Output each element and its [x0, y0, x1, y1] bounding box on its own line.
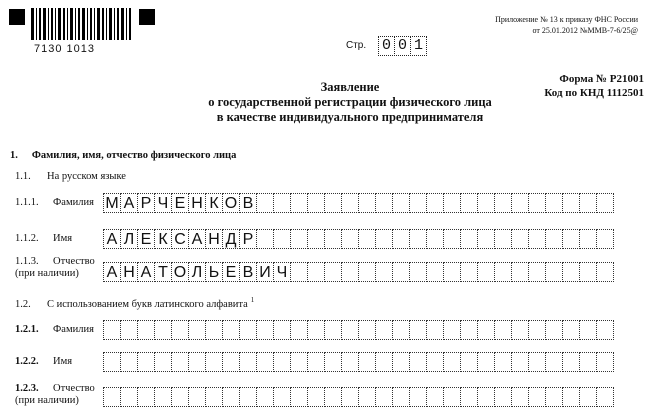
- letter-cell[interactable]: [409, 193, 427, 213]
- letter-cell[interactable]: [409, 387, 427, 407]
- letter-cell[interactable]: [137, 387, 155, 407]
- letter-cell[interactable]: [375, 352, 393, 372]
- barcode: [31, 8, 131, 40]
- letter-cell[interactable]: [579, 320, 597, 340]
- field-sublabel: (при наличии): [15, 395, 79, 406]
- letter-cell[interactable]: [358, 262, 376, 282]
- letter-cell[interactable]: [290, 387, 308, 407]
- letter-cell[interactable]: [256, 193, 274, 213]
- field-label: Имя: [53, 233, 73, 244]
- letter-cell[interactable]: [494, 262, 512, 282]
- letter-cell[interactable]: [494, 387, 512, 407]
- letter-cell[interactable]: [290, 229, 308, 249]
- letter-cell[interactable]: О: [222, 193, 240, 213]
- field-number: 1.2.2.: [15, 356, 39, 367]
- letter-cell[interactable]: Т: [154, 262, 172, 282]
- letter-cell[interactable]: [596, 352, 614, 372]
- letter-cell[interactable]: [477, 387, 495, 407]
- letter-cell[interactable]: Р: [137, 193, 155, 213]
- letter-cell[interactable]: [596, 262, 614, 282]
- letter-cell[interactable]: [443, 262, 461, 282]
- letter-cell[interactable]: [103, 352, 121, 372]
- letter-cell[interactable]: [239, 320, 257, 340]
- letter-cell[interactable]: [426, 262, 444, 282]
- letter-cell[interactable]: Н: [205, 229, 223, 249]
- letter-cell[interactable]: [528, 262, 546, 282]
- letter-cell[interactable]: [426, 229, 444, 249]
- page-number-digit[interactable]: 0: [394, 36, 411, 56]
- letter-cell[interactable]: А: [120, 193, 138, 213]
- letter-cell[interactable]: [426, 320, 444, 340]
- letter-cell[interactable]: [358, 320, 376, 340]
- letter-cell[interactable]: [528, 387, 546, 407]
- letter-cell[interactable]: [443, 352, 461, 372]
- patronymic-ru-label: [15, 256, 95, 280]
- letter-cell[interactable]: [222, 320, 240, 340]
- patronymic-lat-label: [15, 383, 95, 407]
- knd-code: Код по КНД 1112501: [544, 87, 644, 99]
- letter-cell[interactable]: [239, 352, 257, 372]
- name-lat-label: [15, 356, 72, 368]
- letter-cell[interactable]: [579, 387, 597, 407]
- letter-cell[interactable]: [409, 320, 427, 340]
- letter-cell[interactable]: [103, 387, 121, 407]
- letter-cell[interactable]: А: [137, 262, 155, 282]
- letter-cell[interactable]: [443, 320, 461, 340]
- letter-cell[interactable]: [341, 352, 359, 372]
- letter-cell[interactable]: [171, 320, 189, 340]
- letter-cell[interactable]: А: [103, 262, 121, 282]
- letter-cell[interactable]: [273, 193, 291, 213]
- letter-cell[interactable]: [392, 229, 410, 249]
- letter-cell[interactable]: [188, 352, 206, 372]
- section-1-heading: [10, 150, 236, 161]
- field-number: 1.1.3.: [15, 256, 39, 267]
- letter-cell[interactable]: [511, 193, 529, 213]
- letter-cell[interactable]: [290, 320, 308, 340]
- letter-cell[interactable]: [426, 387, 444, 407]
- letter-cell[interactable]: [154, 352, 172, 372]
- title-line-3: в качестве индивидуального предпринимателя: [216, 110, 484, 124]
- letter-cell[interactable]: [562, 352, 580, 372]
- letter-cell[interactable]: [477, 193, 495, 213]
- letter-cell[interactable]: Ч: [154, 193, 172, 213]
- letter-cell[interactable]: [562, 262, 580, 282]
- letter-cell[interactable]: [307, 262, 325, 282]
- letter-cell[interactable]: [477, 229, 495, 249]
- letter-cell[interactable]: А: [103, 229, 121, 249]
- registration-marker-left: [9, 9, 25, 25]
- letter-cell[interactable]: [579, 229, 597, 249]
- letter-cell[interactable]: [596, 193, 614, 213]
- name-ru-cells[interactable]: [103, 229, 613, 249]
- letter-cell[interactable]: В: [239, 193, 257, 213]
- letter-cell[interactable]: [562, 193, 580, 213]
- letter-cell[interactable]: [120, 387, 138, 407]
- letter-cell[interactable]: [596, 320, 614, 340]
- letter-cell[interactable]: [392, 352, 410, 372]
- page-number-cells[interactable]: [378, 36, 426, 56]
- letter-cell[interactable]: [341, 320, 359, 340]
- letter-cell[interactable]: [358, 229, 376, 249]
- letter-cell[interactable]: [460, 262, 478, 282]
- letter-cell[interactable]: Ч: [273, 262, 291, 282]
- order-note-line-1: Приложение № 13 к приказу ФНС России: [495, 15, 638, 24]
- letter-cell[interactable]: Н: [120, 262, 138, 282]
- letter-cell[interactable]: [460, 387, 478, 407]
- letter-cell[interactable]: [477, 262, 495, 282]
- letter-cell[interactable]: [545, 262, 563, 282]
- letter-cell[interactable]: О: [171, 262, 189, 282]
- form-number: Форма № Р21001: [559, 73, 644, 85]
- letter-cell[interactable]: [341, 262, 359, 282]
- letter-cell[interactable]: [426, 193, 444, 213]
- letter-cell[interactable]: [222, 352, 240, 372]
- page-number-label: Стр.: [346, 40, 367, 51]
- letter-cell[interactable]: [511, 387, 529, 407]
- letter-cell[interactable]: [341, 193, 359, 213]
- letter-cell[interactable]: Р: [239, 229, 257, 249]
- letter-cell[interactable]: [358, 193, 376, 213]
- letter-cell[interactable]: [579, 193, 597, 213]
- letter-cell[interactable]: [494, 229, 512, 249]
- field-number: 1.2.3.: [15, 383, 39, 394]
- patronymic-lat-cells[interactable]: [103, 387, 613, 407]
- letter-cell[interactable]: Н: [188, 193, 206, 213]
- letter-cell[interactable]: [205, 320, 223, 340]
- letter-cell[interactable]: [205, 387, 223, 407]
- letter-cell[interactable]: [477, 320, 495, 340]
- letter-cell[interactable]: [494, 320, 512, 340]
- letter-cell[interactable]: Л: [120, 229, 138, 249]
- surname-lat-label: [15, 324, 94, 336]
- letter-cell[interactable]: [307, 320, 325, 340]
- letter-cell[interactable]: [137, 352, 155, 372]
- field-sublabel: (при наличии): [15, 268, 79, 279]
- letter-cell[interactable]: Е: [222, 262, 240, 282]
- letter-cell[interactable]: [120, 352, 138, 372]
- letter-cell[interactable]: [307, 229, 325, 249]
- letter-cell[interactable]: [579, 262, 597, 282]
- letter-cell[interactable]: [324, 352, 342, 372]
- footnote-marker: 1: [250, 296, 255, 304]
- letter-cell[interactable]: [290, 193, 308, 213]
- letter-cell[interactable]: [188, 387, 206, 407]
- letter-cell[interactable]: [307, 352, 325, 372]
- letter-cell[interactable]: [324, 262, 342, 282]
- letter-cell[interactable]: [562, 229, 580, 249]
- letter-cell[interactable]: [375, 229, 393, 249]
- letter-cell[interactable]: [103, 320, 121, 340]
- field-label: Фамилия: [53, 197, 94, 208]
- letter-cell[interactable]: [511, 352, 529, 372]
- letter-cell[interactable]: [528, 352, 546, 372]
- letter-cell[interactable]: [324, 229, 342, 249]
- letter-cell[interactable]: [596, 229, 614, 249]
- letter-cell[interactable]: С: [171, 229, 189, 249]
- letter-cell[interactable]: Ь: [205, 262, 223, 282]
- surname-ru-label: [15, 197, 94, 209]
- letter-cell[interactable]: [409, 352, 427, 372]
- letter-cell[interactable]: [545, 229, 563, 249]
- letter-cell[interactable]: [460, 229, 478, 249]
- section-1-2-heading: [15, 296, 254, 310]
- letter-cell[interactable]: [120, 320, 138, 340]
- letter-cell[interactable]: [528, 320, 546, 340]
- page-number-digit[interactable]: 1: [410, 36, 427, 56]
- letter-cell[interactable]: [358, 387, 376, 407]
- field-label: Имя: [53, 356, 73, 367]
- letter-cell[interactable]: [341, 387, 359, 407]
- letter-cell[interactable]: М: [103, 193, 121, 213]
- form-code: [544, 72, 644, 100]
- section-1-1-number: 1.1.: [15, 171, 31, 182]
- letter-cell[interactable]: [375, 320, 393, 340]
- registration-marker-right: [139, 9, 155, 25]
- letter-cell[interactable]: К: [154, 229, 172, 249]
- letter-cell[interactable]: [188, 320, 206, 340]
- letter-cell[interactable]: В: [239, 262, 257, 282]
- letter-cell[interactable]: [579, 352, 597, 372]
- letter-cell[interactable]: [426, 352, 444, 372]
- section-1-1-label: На русском языке: [47, 171, 126, 182]
- letter-cell[interactable]: [477, 352, 495, 372]
- letter-cell[interactable]: [171, 352, 189, 372]
- letter-cell[interactable]: [443, 387, 461, 407]
- letter-cell[interactable]: [528, 229, 546, 249]
- letter-cell[interactable]: [324, 320, 342, 340]
- section-1-label: Фамилия, имя, отчество физического лица: [31, 150, 237, 161]
- letter-cell[interactable]: [511, 262, 529, 282]
- patronymic-ru-cells[interactable]: [103, 262, 613, 282]
- letter-cell[interactable]: Е: [137, 229, 155, 249]
- field-label: Фамилия: [53, 324, 94, 335]
- letter-cell[interactable]: [256, 229, 274, 249]
- order-note: [495, 14, 638, 36]
- letter-cell[interactable]: [222, 387, 240, 407]
- letter-cell[interactable]: [273, 387, 291, 407]
- name-ru-label: [15, 233, 72, 245]
- letter-cell[interactable]: [562, 320, 580, 340]
- letter-cell[interactable]: [239, 387, 257, 407]
- letter-cell[interactable]: [443, 193, 461, 213]
- letter-cell[interactable]: Л: [188, 262, 206, 282]
- letter-cell[interactable]: [545, 387, 563, 407]
- letter-cell[interactable]: [290, 352, 308, 372]
- letter-cell[interactable]: [256, 352, 274, 372]
- order-note-line-2: от 25.01.2012 №ММВ-7-6/25@: [532, 26, 638, 35]
- field-number: 1.2.1.: [15, 324, 39, 335]
- letter-cell[interactable]: [307, 193, 325, 213]
- letter-cell[interactable]: [545, 193, 563, 213]
- section-1-1-heading: [15, 171, 126, 182]
- letter-cell[interactable]: [341, 229, 359, 249]
- letter-cell[interactable]: [375, 262, 393, 282]
- letter-cell[interactable]: [324, 193, 342, 213]
- letter-cell[interactable]: И: [256, 262, 274, 282]
- letter-cell[interactable]: [154, 320, 172, 340]
- section-1-number: 1.: [10, 150, 18, 161]
- letter-cell[interactable]: [137, 320, 155, 340]
- letter-cell[interactable]: [273, 352, 291, 372]
- letter-cell[interactable]: [205, 352, 223, 372]
- document-title: [160, 80, 540, 125]
- letter-cell[interactable]: [392, 387, 410, 407]
- section-1-2-label: С использованием букв латинского алфавита: [47, 299, 248, 310]
- letter-cell[interactable]: [494, 352, 512, 372]
- name-lat-cells[interactable]: [103, 352, 613, 372]
- letter-cell[interactable]: [511, 229, 529, 249]
- surname-ru-cells[interactable]: [103, 193, 613, 213]
- letter-cell[interactable]: А: [188, 229, 206, 249]
- surname-lat-cells[interactable]: [103, 320, 613, 340]
- letter-cell[interactable]: [460, 320, 478, 340]
- title-line-2: о государственной регистрации физического лица: [208, 95, 492, 109]
- field-label: Отчество: [53, 383, 95, 394]
- letter-cell[interactable]: [460, 352, 478, 372]
- letter-cell[interactable]: [307, 387, 325, 407]
- section-1-2-number: 1.2.: [15, 299, 31, 310]
- letter-cell[interactable]: [154, 387, 172, 407]
- field-number: 1.1.2.: [15, 233, 39, 244]
- letter-cell[interactable]: [392, 193, 410, 213]
- letter-cell[interactable]: [494, 193, 512, 213]
- page-number-digit[interactable]: 0: [378, 36, 395, 56]
- letter-cell[interactable]: [596, 387, 614, 407]
- letter-cell[interactable]: [290, 262, 308, 282]
- letter-cell[interactable]: Д: [222, 229, 240, 249]
- letter-cell[interactable]: К: [205, 193, 223, 213]
- letter-cell[interactable]: [324, 387, 342, 407]
- title-line-1: Заявление: [320, 80, 380, 94]
- letter-cell[interactable]: [256, 320, 274, 340]
- letter-cell[interactable]: [392, 262, 410, 282]
- letter-cell[interactable]: [443, 229, 461, 249]
- letter-cell[interactable]: [171, 387, 189, 407]
- letter-cell[interactable]: [460, 193, 478, 213]
- letter-cell[interactable]: [375, 193, 393, 213]
- field-label: Отчество: [53, 256, 95, 267]
- letter-cell[interactable]: [273, 229, 291, 249]
- letter-cell[interactable]: [409, 229, 427, 249]
- letter-cell[interactable]: [392, 320, 410, 340]
- letter-cell[interactable]: [545, 320, 563, 340]
- letter-cell[interactable]: [256, 387, 274, 407]
- letter-cell[interactable]: [528, 193, 546, 213]
- letter-cell[interactable]: Е: [171, 193, 189, 213]
- letter-cell[interactable]: [273, 320, 291, 340]
- letter-cell[interactable]: [511, 320, 529, 340]
- letter-cell[interactable]: [562, 387, 580, 407]
- barcode-number: 7130 1013: [34, 43, 95, 55]
- letter-cell[interactable]: [375, 387, 393, 407]
- letter-cell[interactable]: [358, 352, 376, 372]
- field-number: 1.1.1.: [15, 197, 39, 208]
- letter-cell[interactable]: [545, 352, 563, 372]
- letter-cell[interactable]: [409, 262, 427, 282]
